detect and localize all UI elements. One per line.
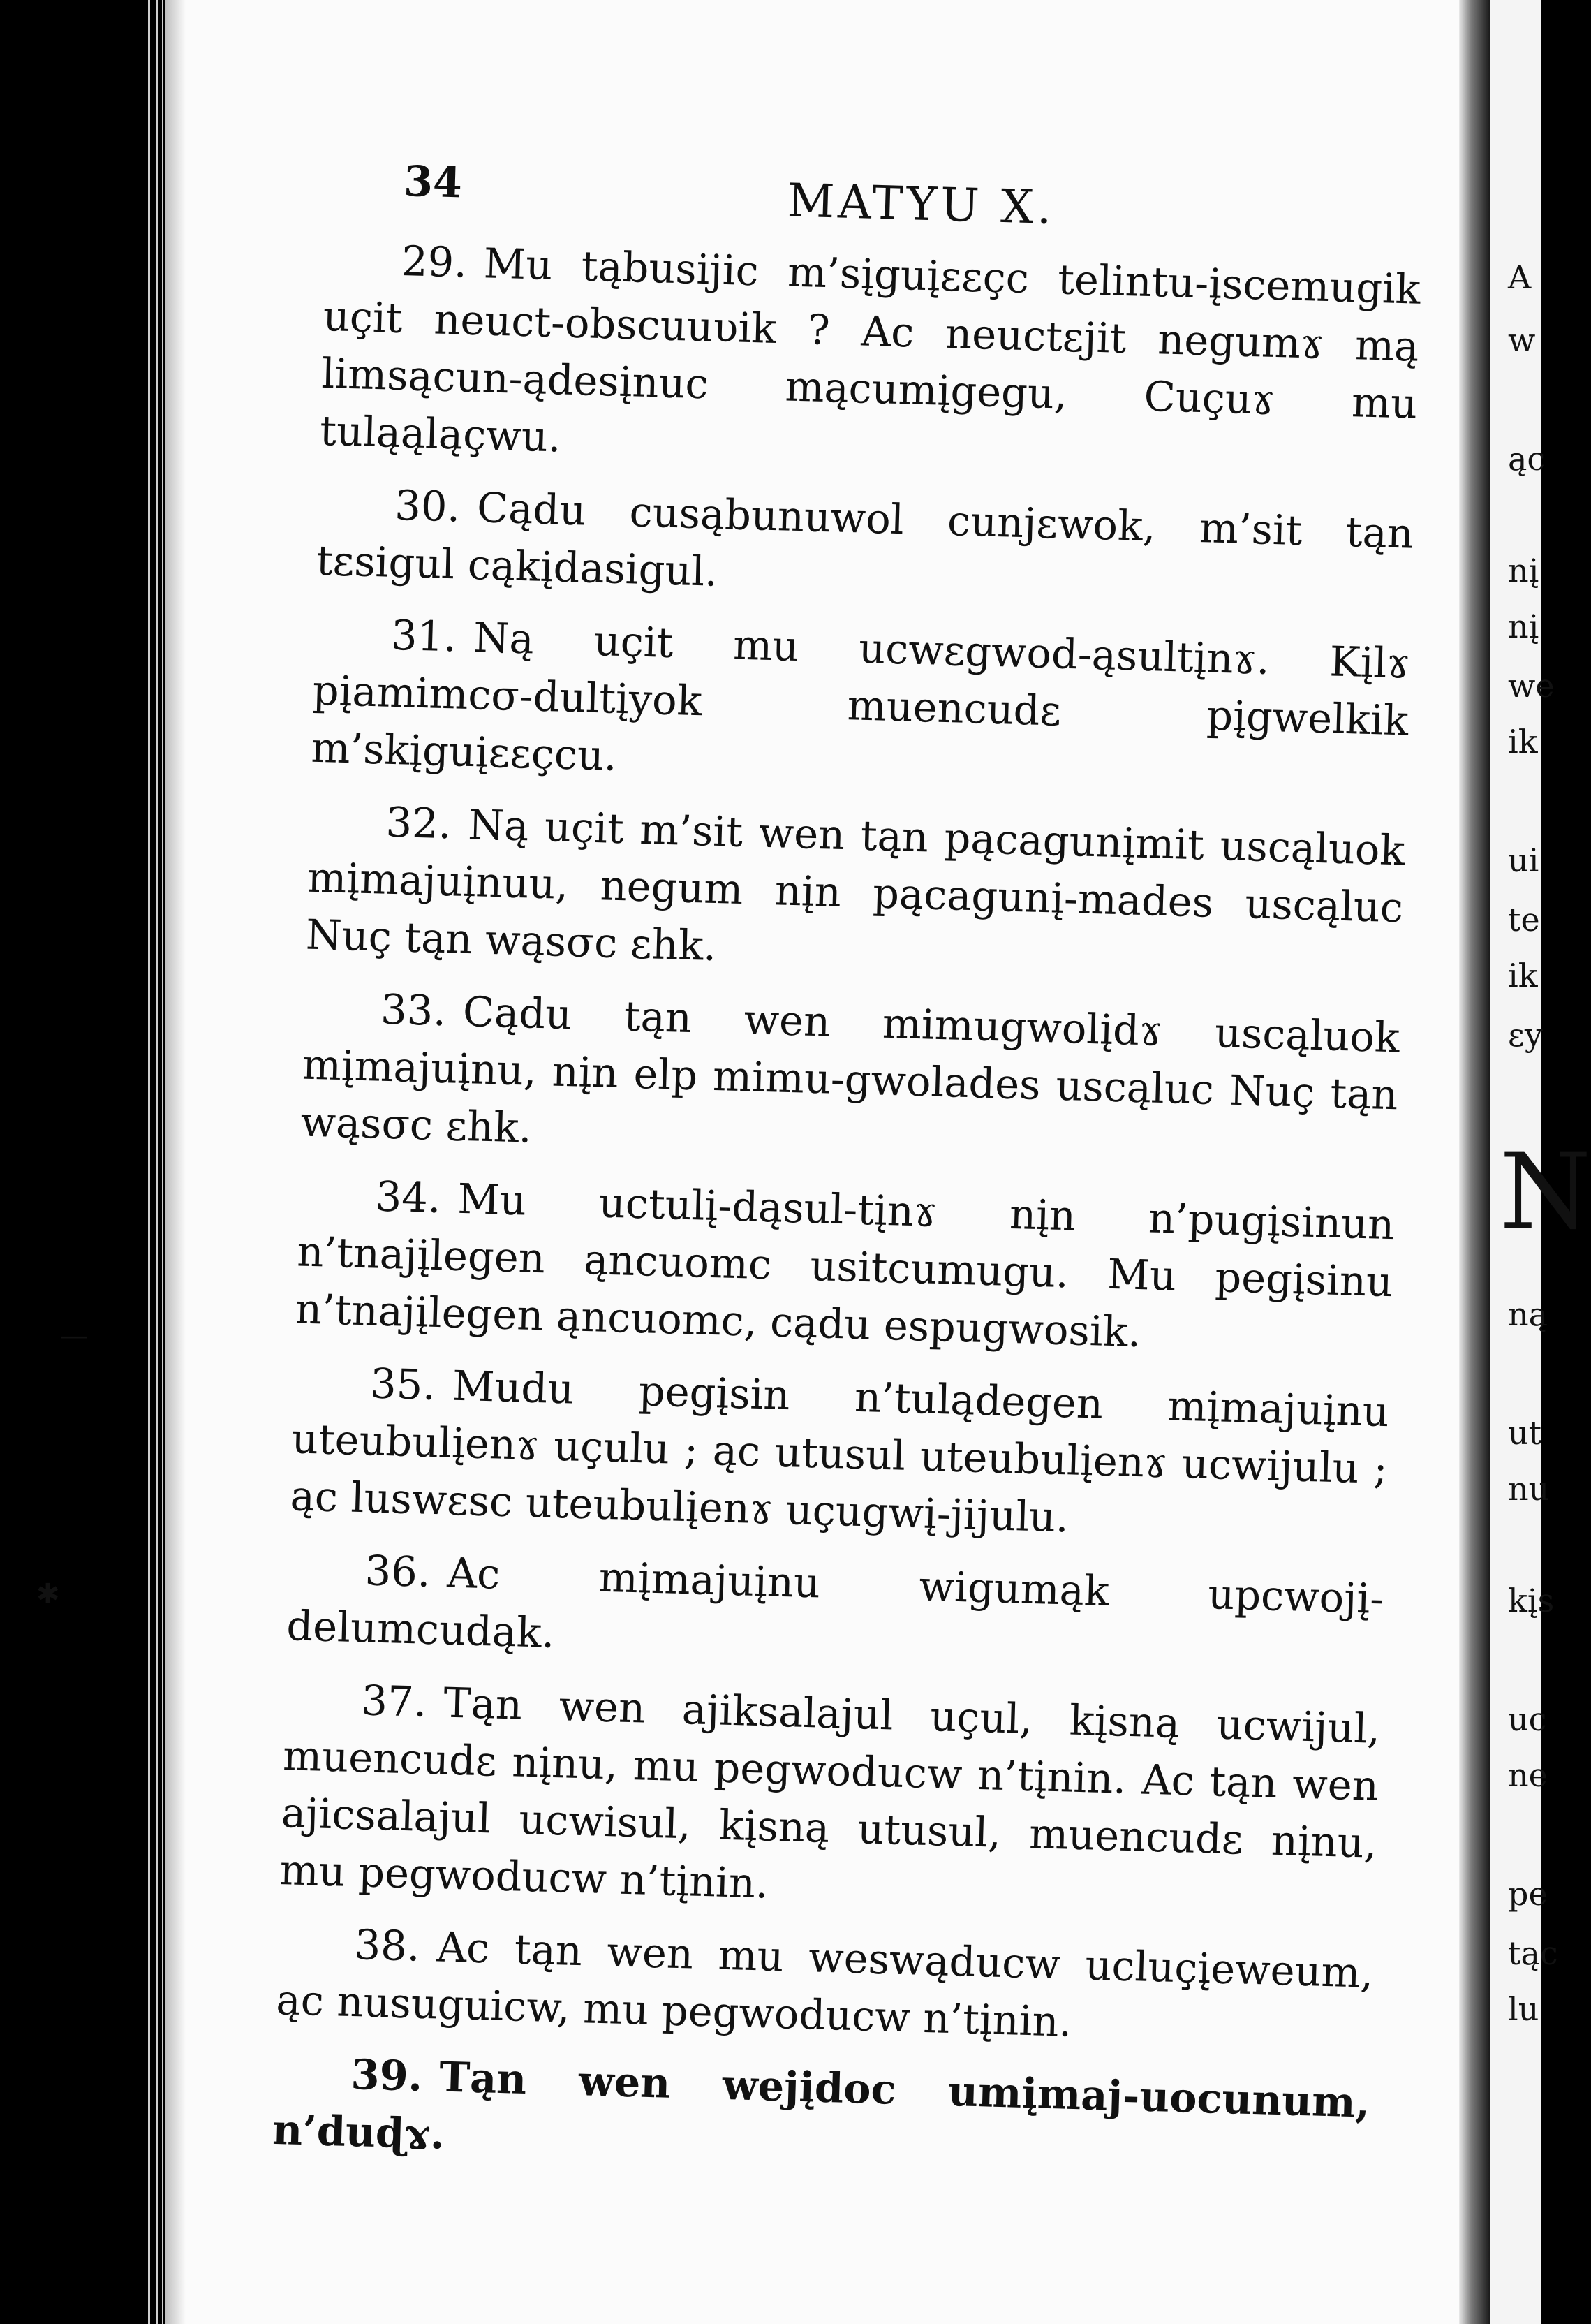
next-page-text: ik — [1508, 723, 1538, 760]
book-gutter — [1459, 0, 1490, 2324]
next-page-text: ną — [1508, 1295, 1548, 1333]
verse-text: Tąn wen ajiksalajul uçul, kįsną ucwijul, muencudε nįnu, mu pegwoducw n’tįnin. Ac tąn wen ajicsalajul ucwisul, kįsną utusul, muencudε nįnu, mu pegwoducw n’tįnin. — [279, 1678, 1382, 1908]
verse-30 — [316, 475, 1414, 620]
verse-number: 30. — [394, 480, 461, 531]
next-page-text: uc — [1508, 1700, 1547, 1738]
verse-number: 39. — [350, 2050, 424, 2101]
next-page-text: ut — [1508, 1414, 1542, 1452]
verse-text: Ną uçit mu ucwεgwod-ąsultįnɤ. Kįlɤ pįamimcσ-dultįyok muencudε pįgwelkik m’skįguįεεçcu. — [310, 613, 1411, 780]
verse-33 — [300, 979, 1400, 1182]
page-text-block — [272, 140, 1424, 2205]
verse-number: 34. — [374, 1172, 442, 1223]
verse-31 — [311, 605, 1411, 807]
next-page-text: pe — [1508, 1875, 1548, 1913]
verse-35 — [290, 1353, 1390, 1555]
next-page-text: nį — [1508, 552, 1539, 589]
next-page-text: nį — [1508, 608, 1539, 645]
next-page-text: w — [1508, 321, 1536, 359]
verse-text: Mu tąbusijic m’sįguįεεçc telintu-įscemugik uçit neuct-obscuuυik ? Ac neuctεjit negumɤ mą limsącun-ądesįnuc mącumįgegu, Cuçuɤ mu tuląąląçwu. — [319, 239, 1421, 462]
verse-number: 31. — [390, 610, 458, 661]
verse-38 — [275, 1914, 1374, 2059]
verse-number: 38. — [353, 1920, 421, 1971]
verse-text: Cądu cusąbunuwol cunjεwok, m’sit tąn tεsigul cąkįdasigul. — [316, 483, 1414, 596]
verse-29 — [319, 230, 1421, 490]
verse-36 — [286, 1540, 1384, 1685]
page-number: 34 — [403, 157, 463, 208]
verse-number: 36. — [364, 1546, 431, 1596]
next-page-text: lu — [1508, 1990, 1539, 2028]
next-page-text: ne — [1508, 1756, 1548, 1794]
next-page-text: ui — [1508, 841, 1539, 879]
verse-text: Mudu pegįsin n’tulądegen mįmajuįnu uteubulįenɤ uçulu ; ąc utusul uteubulįenɤ ucwijulu ; ąc luswεsc uteubulįenɤ uçugwį-jijulu. — [289, 1361, 1390, 1542]
next-page-text: A — [1508, 258, 1532, 296]
running-title: MATYU X. — [786, 173, 1056, 235]
verse-number: 35. — [369, 1359, 437, 1409]
margin-asterisk-mark: ✱ — [36, 1578, 60, 1610]
margin-dash-mark: — — [60, 1320, 88, 1352]
verse-39 — [272, 2044, 1370, 2189]
verse-number: 29. — [401, 237, 468, 287]
verse-text: Mu uctulį-dąsul-tįnɤ nįn n’pugįsinun n’tnajįlegen ąncuomc usitcumugu. Mu pegįsinu n’tnajįlegen ąncuomc, cądu espugwosik. — [295, 1174, 1396, 1357]
verse-text: Ną uçit m’sit wen tąn pącagunįmit uscąluok mįmajuįnuu, negum nįn pącagunį-mades uscąluc Nuç tąn wąsσc εhk. — [305, 800, 1406, 970]
verse-32 — [305, 792, 1405, 994]
next-page-fragment — [1490, 0, 1591, 2324]
verse-text: Ac tąn wen mu weswąducw ucluçįeweum, ąc nusuguicw, mu pegwoducw n’tįnin. — [275, 1922, 1375, 2046]
verse-text: Tąn wen wejįdoc umįmaj-uocunum, n’duɖɤ. — [272, 2052, 1371, 2158]
next-page-text: kįs — [1508, 1582, 1555, 1619]
next-page-text: te — [1508, 901, 1540, 939]
next-page-text: εy — [1508, 1016, 1543, 1054]
verse-number: 37. — [360, 1676, 428, 1726]
verse-text: Cądu tąn wen mimugwolįdɤ uscąluok mįmajuįnu, nįn elp mimu-gwolades uscąluc Nuç tąn wąsσc εhk. — [299, 987, 1400, 1152]
verse-text: Ac mįmajuįnu wigumąk upcwojį-delumcudąk. — [286, 1548, 1385, 1657]
next-page-text: nu — [1508, 1470, 1550, 1508]
book-page-edges — [0, 0, 161, 2324]
verse-37 — [279, 1670, 1382, 1929]
verse-number: 33. — [380, 985, 447, 1036]
next-page-text: ąc — [1508, 440, 1546, 478]
verse-34 — [295, 1165, 1395, 1368]
next-page-dropcap: N — [1500, 1131, 1591, 1253]
verse-number: 32. — [385, 797, 452, 848]
next-page-text: tąc — [1508, 1934, 1558, 1972]
next-page-text: ik — [1508, 957, 1538, 994]
next-page-text: we — [1508, 667, 1555, 705]
